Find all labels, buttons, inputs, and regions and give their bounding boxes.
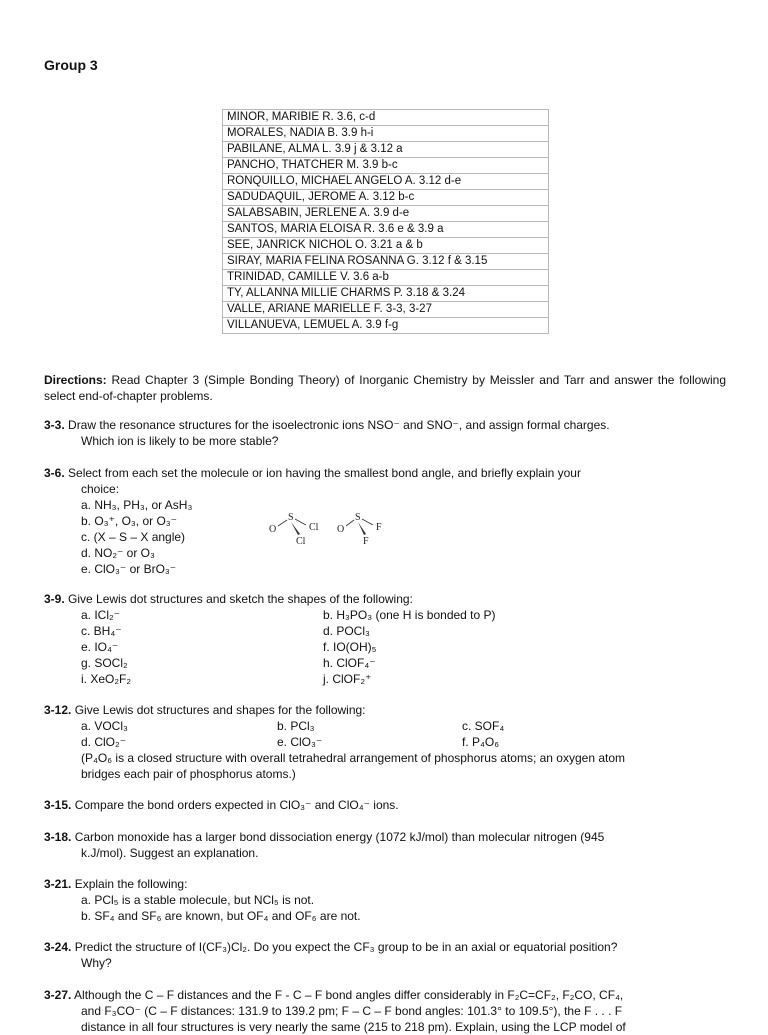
atom-label: Cl [296,536,306,547]
question-number: 3-3. [44,418,65,432]
roster-cell: SIRAY, MARIA FELINA ROSANNA G. 3.12 f & 3.15 [223,254,549,270]
option-a: a. VOCl₃ [81,719,128,733]
question-3-9 [44,591,726,687]
socl2-sketch [269,512,319,547]
atom-label: S [288,512,294,523]
question-note: bridges each pair of phosphorus atoms.) [81,767,296,781]
table-row [223,238,549,254]
question-number: 3-18. [44,830,72,844]
roster-cell: PABILANE, ALMA L. 3.9 j & 3.12 a [223,142,549,158]
roster-cell: VALLE, ARIANE MARIELLE F. 3-3, 3-27 [223,302,549,318]
question-number: 3-9. [44,592,65,606]
table-row [223,222,549,238]
question-number: 3-27. [44,988,72,1002]
table-row [223,126,549,142]
table-row [223,206,549,222]
question-3-24 [44,939,726,971]
option-c: c. (X – S – X angle) [81,530,186,544]
table-row [223,158,549,174]
option-h: h. ClOF₄⁻ [323,656,376,670]
question-3-3 [44,417,726,449]
table-row [223,254,549,270]
option-i: i. XeO₂F₂ [81,672,131,686]
group-title: Group 3 [44,57,98,73]
question-continuation: choice: [81,482,120,496]
question-number: 3-21. [44,877,72,891]
option-e: e. ClO₃⁻ [277,735,323,749]
atom-label: S [355,512,361,523]
molecule-sketches [265,510,395,550]
table-row [223,302,549,318]
question-3-12 [44,702,726,782]
question-text: Draw the resonance structures for the isoelectronic ions NSO⁻ and SNO⁻, and assign formal charges. [64,418,610,432]
directions [44,372,726,404]
question-3-27 [44,987,726,1035]
directions-label: Directions: [44,373,107,387]
atom-label: F [376,522,382,533]
table-row [223,190,549,206]
roster-table [222,109,549,334]
question-number: 3-6. [44,466,65,480]
roster-cell: SADUDAQUIL, JEROME A. 3.12 b-c [223,190,549,206]
sof2-sketch [337,512,382,547]
roster-cell: SANTOS, MARIA ELOISA R. 3.6 e & 3.9 a [223,222,549,238]
option-d: d. NO₂⁻ or O₃ [81,546,155,560]
roster-cell: PANCHO, THATCHER M. 3.9 b-c [223,158,549,174]
option-b: b. O₃⁺, O₃, or O₃⁻ [81,514,178,528]
atom-label: Cl [309,522,319,533]
question-note: (P₄O₆ is a closed structure with overall tetrahedral arrangement of phosphorus atoms; an oxygen atom [81,751,626,765]
roster-cell: SEE, JANRICK NICHOL O. 3.21 a & b [223,238,549,254]
question-continuation: Why? [81,956,112,970]
option-e: e. ClO₃⁻ or BrO₃⁻ [81,562,177,576]
question-continuation: Which ion is likely to be more stable? [81,434,279,448]
question-text: Although the C – F distances and the F - C – F bond angles differ considerably in F₂C=CF₂, F₂CO, CF₄, [71,988,624,1002]
question-number: 3-15. [44,798,72,812]
option-e: e. IO₄⁻ [81,640,119,654]
option-f: f. IO(OH)₅ [323,640,377,654]
question-text: Carbon monoxide has a larger bond dissociation energy (1072 kJ/mol) than molecular nitrogen (945 [71,830,605,844]
atom-label: O [337,524,345,535]
directions-text: Read Chapter 3 (Simple Bonding Theory) of Inorganic Chemistry by Meissler and Tarr and answer the following select end-of-chapter problems. [44,373,726,403]
question-text: Give Lewis dot structures and shapes for the following: [71,703,366,717]
table-row [223,110,549,126]
option-d: d. ClO₂⁻ [81,735,126,749]
table-row [223,318,549,334]
table-row [223,286,549,302]
question-continuation: distance in all four structures is very nearly the same (215 to 218 pm). Explain, using the LCP model of [81,1020,626,1034]
question-text: Select from each set the molecule or ion having the smallest bond angle, and briefly explain your [64,466,581,480]
atom-label: O [269,524,277,535]
question-continuation: k.J/mol). Suggest an explanation. [81,846,259,860]
roster-cell: VILLANUEVA, LEMUEL A. 3.9 f-g [223,318,549,334]
question-number: 3-12. [44,703,72,717]
question-number: 3-24. [44,940,72,954]
table-row [223,270,549,286]
option-g: g. SOCl₂ [81,656,128,670]
roster-cell: MINOR, MARIBIE R. 3.6, c-d [223,110,549,126]
roster-cell: MORALES, NADIA B. 3.9 h-i [223,126,549,142]
option-b: b. SF₄ and SF₆ are known, but OF₄ and OF₆ are not. [81,909,361,923]
option-a: a. PCl₅ is a stable molecule, but NCl₅ is not. [81,893,315,907]
option-a: a. ICl₂⁻ [81,608,120,622]
table-row [223,142,549,158]
roster-cell: RONQUILLO, MICHAEL ANGELO A. 3.12 d-e [223,174,549,190]
option-b: b. H₃PO₃ (one H is bonded to P) [323,608,496,622]
question-3-18 [44,829,726,861]
option-c: c. BH₄⁻ [81,624,122,638]
option-a: a. NH₃, PH₃, or AsH₃ [81,498,193,512]
roster-cell: TY, ALLANNA MILLIE CHARMS P. 3.18 & 3.24 [223,286,549,302]
roster-cell: TRINIDAD, CAMILLE V. 3.6 a-b [223,270,549,286]
question-text: Predict the structure of I(CF₃)Cl₂. Do you expect the CF₃ group to be in an axial or equatorial position? [71,940,618,954]
atom-label: F [363,536,369,547]
question-3-21 [44,876,726,924]
question-text: Give Lewis dot structures and sketch the shapes of the following: [64,592,413,606]
option-j: j. ClOF₂⁺ [323,672,372,686]
question-3-15 [44,797,726,813]
roster-cell: SALABSABIN, JERLENE A. 3.9 d-e [223,206,549,222]
question-text: Explain the following: [71,877,188,891]
question-text: Compare the bond orders expected in ClO₃⁻ and ClO₄⁻ ions. [71,798,399,812]
question-continuation: and F₃CO⁻ (C – F distances: 131.9 to 139.2 pm; F – C – F bond angles: 101.3° to 109.5°), the F . . . F [81,1004,623,1018]
option-d: d. POCl₃ [323,624,370,638]
option-f: f. P₄O₆ [462,735,500,749]
table-row [223,174,549,190]
option-b: b. PCl₃ [277,719,315,733]
option-c: c. SOF₄ [462,719,505,733]
